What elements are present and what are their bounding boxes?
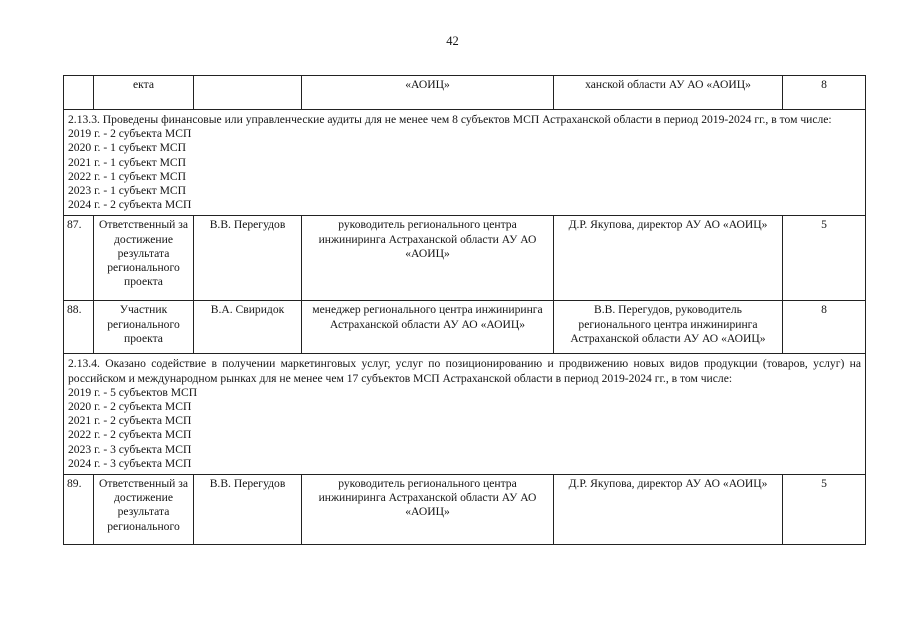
role-cell: Участник регионального проекта (94, 301, 194, 354)
row-number-cell: 88. (64, 301, 94, 354)
section-2-13-4 (64, 354, 866, 475)
supervisor-cell: Д.Р. Якупова, директор АУ АО «АОИЦ» (554, 216, 783, 301)
year-line: 2021 г. - 1 субъект МСП (68, 155, 187, 169)
position-cell: менеджер регионального центра инжиниринга Астраханской области АУ АО «АОИЦ» (302, 301, 554, 354)
role-cell: екта (94, 76, 194, 110)
page-number: 42 (446, 34, 459, 48)
position-cell: руководитель регионального центра инжиниринга Астраханской области АУ АО «АОИЦ» (302, 216, 554, 301)
year-line: 2019 г. - 5 субъектов МСП (68, 385, 198, 399)
value-cell: 5 (783, 216, 866, 301)
responsibility-table (63, 75, 866, 545)
year-line: 2019 г. - 2 субъекта МСП (68, 127, 192, 141)
row-number-cell: 89. (64, 475, 94, 545)
table-row (64, 475, 866, 545)
year-line: 2022 г. - 1 субъект МСП (68, 169, 187, 183)
section-row (64, 354, 866, 475)
supervisor-cell: ханской области АУ АО «АОИЦ» (554, 76, 783, 110)
section-intro: 2.13.4. Оказано содействие в получении маркетинговых услуг, услуг по позиционированию и продвижению новых видов продукции (товаров, услуг) на российском и международном рынках для не менее чем 17 субъектов МСП Астраханской области в период 2019-2024 гг., в том числе: (68, 357, 861, 385)
row-number-cell: 87. (64, 216, 94, 301)
name-cell: В.В. Перегудов (194, 475, 302, 545)
section-row (64, 110, 866, 216)
year-line: 2024 г. - 2 субъекта МСП (68, 198, 192, 212)
value-cell: 8 (783, 76, 866, 110)
year-line: 2023 г. - 1 субъект МСП (68, 184, 187, 198)
name-cell: В.А. Свиридок (194, 301, 302, 354)
year-line: 2020 г. - 2 субъекта МСП (68, 400, 192, 414)
value-cell: 8 (783, 301, 866, 354)
table-row (64, 216, 866, 301)
role-cell: Ответственный за достижение результата регионального (94, 475, 194, 545)
role-cell: Ответственный за достижение результата регионального проекта (94, 216, 194, 301)
year-line: 2022 г. - 2 субъекта МСП (68, 428, 192, 442)
name-cell (194, 76, 302, 110)
section-2-13-3 (64, 110, 866, 216)
position-cell: руководитель регионального центра инжиниринга Астраханской области АУ АО «АОИЦ» (302, 475, 554, 545)
supervisor-cell: Д.Р. Якупова, директор АУ АО «АОИЦ» (554, 475, 783, 545)
table-row (64, 76, 866, 110)
value-cell: 5 (783, 475, 866, 545)
row-number-cell (64, 76, 94, 110)
year-line: 2024 г. - 3 субъекта МСП (68, 456, 192, 470)
name-cell: В.В. Перегудов (194, 216, 302, 301)
table-row (64, 301, 866, 354)
section-intro: 2.13.3. Проведены финансовые или управленческие аудиты для не менее чем 8 субъектов МСП Астраханской области в период 2019-2024 гг., в том числе: (68, 113, 832, 126)
year-line: 2020 г. - 1 субъект МСП (68, 141, 187, 155)
supervisor-cell: В.В. Перегудов, руководитель регионального центра инжиниринга Астраханской области АУ АО «АОИЦ» (554, 301, 783, 354)
year-line: 2021 г. - 2 субъекта МСП (68, 414, 192, 428)
position-cell: «АОИЦ» (302, 76, 554, 110)
year-line: 2023 г. - 3 субъекта МСП (68, 442, 192, 456)
